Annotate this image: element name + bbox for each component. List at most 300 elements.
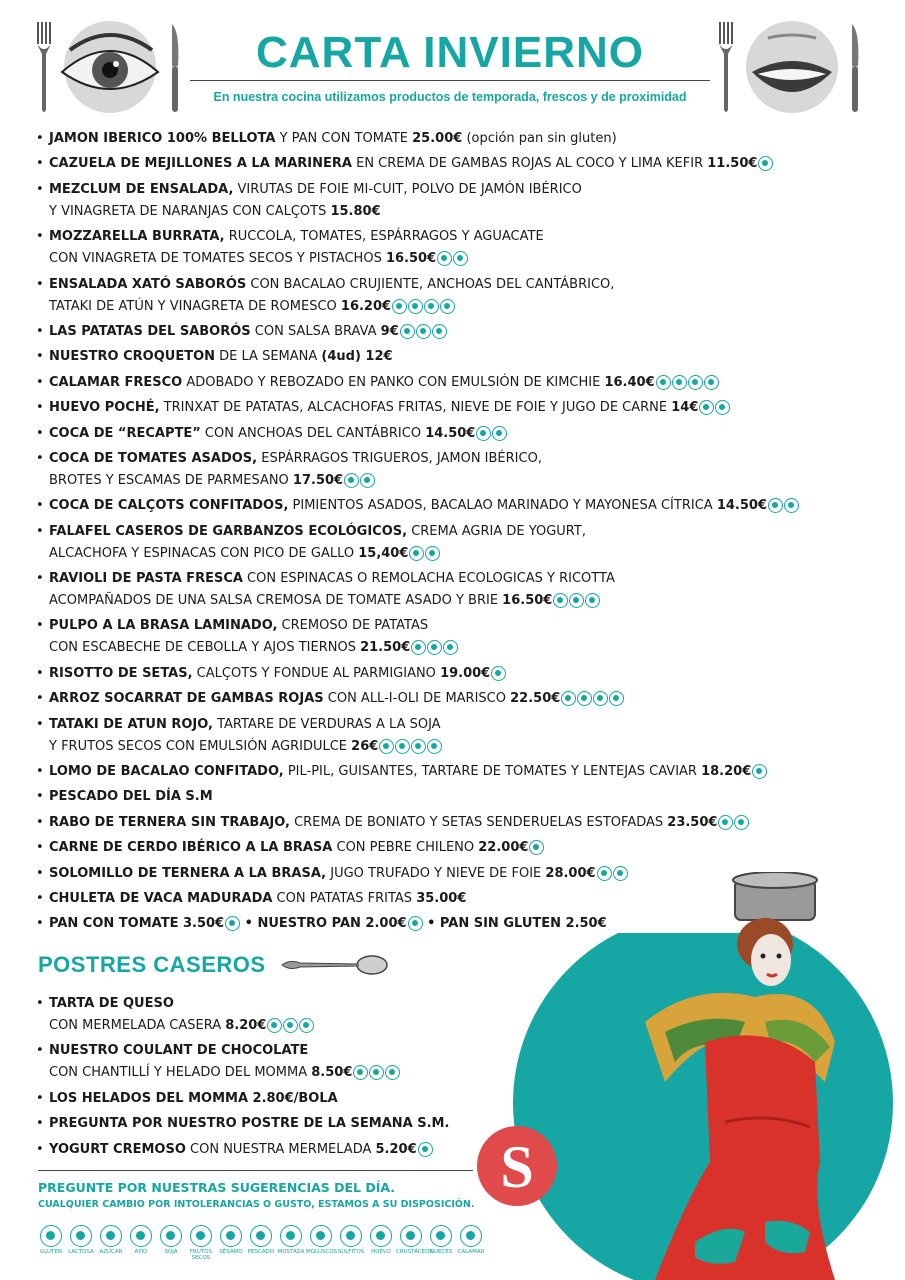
nueces-icon	[453, 251, 468, 266]
huevo-icon	[385, 1065, 400, 1080]
menu-item-description: CON ESPINACAS O REMOLACHA ECOLOGICAS Y RICOTTA	[242, 571, 615, 587]
gluten-icon	[40, 1225, 62, 1247]
bullet-marker: •	[36, 814, 44, 830]
menu-item-price: 14.50€	[716, 498, 767, 514]
nueces-icon	[395, 739, 410, 754]
lactosa-icon	[437, 251, 452, 266]
legend-item-apio	[126, 1225, 156, 1261]
menu-item-description: CON NUESTRA MERMELADA	[185, 1141, 376, 1157]
eye-illustration	[56, 20, 164, 115]
menu-item-price: 18.20€	[701, 764, 752, 780]
legend-item-lactosa	[66, 1225, 96, 1261]
sulfitos-icon	[688, 375, 703, 390]
fork-icon	[36, 22, 52, 114]
menu-item-description: ESPÁRRAGOS TRIGUEROS, JAMON IBÉRICO,	[257, 450, 542, 466]
menu-item-description: CON VINAGRETA DE TOMATES SECOS Y PISTACHOS	[49, 251, 386, 267]
page-title: CARTA INVIERNO	[256, 28, 644, 77]
menu-item-line	[36, 1015, 536, 1037]
pescado-icon	[411, 739, 426, 754]
moluscos-icon	[310, 1225, 332, 1247]
menu-item-line	[36, 274, 866, 296]
menu-item-description: CREMA DE BONIATO Y SETAS SENDERUELAS ESTOFADAS	[289, 814, 668, 830]
menu-item-line	[36, 761, 866, 783]
menu-item-line	[36, 397, 866, 419]
menu-item-price: 28.00€	[545, 865, 596, 881]
moluscos-icon	[672, 375, 687, 390]
menu-item-price: 25.00€	[412, 131, 463, 146]
bullet-marker: •	[36, 400, 44, 416]
menu-item-description: CON BACALAO CRUJIENTE, ANCHOAS DEL CANTÁBRICO,	[246, 276, 615, 292]
title-divider	[190, 80, 710, 81]
lactosa-icon	[432, 324, 447, 339]
menu-item-line	[36, 128, 866, 150]
menu-item-price: 15.80€	[330, 203, 381, 219]
legend-item-nueces	[426, 1225, 456, 1261]
legend-item-azucar	[96, 1225, 126, 1261]
legend-label: MOLUSCOS	[306, 1249, 338, 1255]
menu-item-name: YOGURT CREMOSO	[49, 1141, 186, 1157]
menu-item-description: CON ESCABECHE DE CEBOLLA Y AJOS TIERNOS	[49, 640, 361, 656]
legend-label: HUEVO	[371, 1249, 391, 1255]
legend-label: LACTOSA	[68, 1249, 94, 1255]
bullet-marker: •	[36, 691, 44, 707]
lactosa-icon	[360, 473, 375, 488]
menu-item-line	[36, 1139, 536, 1161]
legend-item-moluscos	[306, 1225, 336, 1261]
menu-item	[36, 1139, 536, 1161]
menu-item-description: CON SALSA BRAVA	[250, 323, 381, 339]
menu-item-price: 16.40€	[604, 374, 655, 390]
gluten-icon	[267, 1018, 282, 1033]
menu-item-line	[36, 179, 866, 201]
gluten-icon	[409, 546, 424, 561]
legend-label: SULFITOS	[337, 1249, 365, 1255]
huevo-icon	[299, 1018, 314, 1033]
huevo-icon	[704, 375, 719, 390]
menu-item-description: Y VINAGRETA DE NARANJAS CON CALÇOTS	[49, 203, 331, 219]
menu-item	[36, 1088, 536, 1110]
menu-item-name: NUESTRO COULANT DE CHOCOLATE	[49, 1043, 309, 1059]
moluscos-icon	[577, 691, 592, 706]
menu-item-line	[36, 201, 866, 223]
bullet-marker: •	[36, 571, 44, 587]
menu-item-name: TARTA DE QUESO	[49, 996, 174, 1011]
menu-item-line	[36, 521, 866, 543]
menu-item-name: COCA DE TOMATES ASADOS,	[49, 450, 258, 466]
legend-item-calamar	[456, 1225, 486, 1261]
menu-item-description: CON CHANTILLÍ Y HELADO DEL MOMMA	[49, 1065, 312, 1081]
menu-item	[36, 521, 866, 565]
menu-item-price: 9€	[380, 323, 399, 339]
menu-item-line	[36, 423, 866, 445]
gluten-icon	[476, 426, 491, 441]
legend-label: SOJA	[164, 1249, 178, 1255]
menu-item	[36, 346, 866, 368]
menu-item-price: 26€	[351, 738, 379, 754]
menu-item-name: FALAFEL CASEROS DE GARBANZOS ECOLÓGICOS,	[49, 523, 408, 539]
frutos-secos-icon	[190, 1225, 212, 1247]
huevo-icon	[440, 299, 455, 314]
menu-item-price: 14.50€	[425, 425, 476, 441]
bullet-marker: •	[36, 716, 44, 732]
menu-item-price: 16.50€	[385, 251, 437, 267]
pescado-icon	[424, 299, 439, 314]
menu-item-name: HUEVO POCHÉ,	[49, 400, 160, 416]
menu-item-price: 21.50€	[360, 640, 411, 656]
lactosa-icon	[569, 593, 584, 608]
menu-item-price: 22.50€	[510, 691, 561, 707]
pescado-icon	[752, 764, 767, 779]
menu-item	[36, 397, 866, 419]
menu-item-description: ADOBADO Y REBOZADO EN PANKO CON EMULSIÓN DE KIMCHIE	[182, 374, 605, 390]
menu-item-name: CARNE DE CERDO IBÉRICO A LA BRASA	[49, 840, 333, 856]
menu-item-description: PIL-PIL, GUISANTES, TARTARE DE TOMATES Y LENTEJAS CAVIAR	[283, 764, 702, 780]
legend-item-frutos-secos	[186, 1225, 216, 1261]
nueces-icon	[411, 640, 426, 655]
bullet-marker: •	[36, 865, 44, 881]
gluten-icon	[656, 375, 671, 390]
menu-item-name: PESCADO DEL DÍA S.M	[49, 789, 213, 805]
calamar-icon	[460, 1225, 482, 1247]
menu-item	[36, 688, 866, 710]
moluscos-icon	[758, 156, 773, 171]
menu-item-line	[36, 786, 866, 808]
bullet-marker: •	[36, 665, 44, 681]
nueces-icon	[408, 299, 423, 314]
bullet-marker: •	[36, 425, 44, 441]
legend-label: GLUTEN	[39, 1249, 63, 1255]
menu-item-name: JAMON IBERICO 100% BELLOTA	[49, 131, 276, 146]
crustaceos-icon	[400, 1225, 422, 1247]
menu-item-name: LOMO DE BACALAO CONFITADO,	[49, 764, 284, 780]
header	[0, 0, 905, 120]
menu-item-description: VIRUTAS DE FOIE MI-CUIT, POLVO DE JAMÓN IBÉRICO	[233, 181, 582, 197]
legend-item-sulfitos	[336, 1225, 366, 1261]
menu-item-description: ACOMPAÑADOS DE UNA SALSA CREMOSA DE TOMATE ASADO Y BRIE	[49, 593, 503, 609]
legend-item-gluten	[36, 1225, 66, 1261]
menu-item-name: COCA DE CALÇOTS CONFITADOS,	[49, 498, 289, 514]
pescado-icon	[768, 498, 783, 513]
soja-icon	[160, 1225, 182, 1247]
sulfitos-icon	[340, 1225, 362, 1247]
footer-divider	[38, 1170, 473, 1171]
menu-item-description: BROTES Y ESCAMAS DE PARMESANO	[49, 472, 293, 488]
bullet-marker: •	[36, 618, 44, 634]
legend-label: CRUSTÁCEOS	[396, 1249, 433, 1255]
menu-item	[36, 837, 866, 859]
huevo-icon	[585, 593, 600, 608]
sulfitos-icon	[379, 739, 394, 754]
knife-icon	[848, 22, 862, 114]
menu-item-name: RISOTTO DE SETAS,	[49, 665, 193, 681]
menu-item-price: 8.50€	[311, 1065, 353, 1081]
menu-item-line	[36, 615, 866, 637]
menu-item-line	[36, 470, 866, 492]
bullet-marker: •	[36, 1090, 44, 1106]
postres-title: POSTRES CASEROS	[38, 952, 266, 977]
menu-item-name: ENSALADA XATÓ SABORÓS	[49, 276, 247, 292]
spoon-icon	[280, 954, 388, 976]
menu-item-line	[36, 153, 866, 175]
lactosa-icon	[418, 1142, 433, 1157]
menu-item-name: CALAMAR FRESCO	[49, 374, 183, 390]
lactosa-icon	[369, 1065, 384, 1080]
bullet-marker: •	[36, 349, 44, 365]
bullet-marker: •	[36, 156, 44, 172]
azucar-icon	[100, 1225, 122, 1247]
menu-item-price: 5.20€	[375, 1141, 417, 1157]
pescado-icon	[492, 426, 507, 441]
menu-item-line	[36, 590, 866, 612]
menu-item-price: 35.00€	[416, 890, 467, 906]
menu-item	[36, 226, 866, 270]
menu-item-price: (4ud) 12€	[321, 349, 393, 365]
gluten-icon	[553, 593, 568, 608]
menu-item-line	[36, 346, 866, 368]
menu-item-line	[36, 296, 866, 318]
menu-item	[36, 153, 866, 175]
menu-item	[36, 786, 866, 808]
postres-list	[36, 993, 536, 1164]
menu-item-description: CON MERMELADA CASERA	[49, 1018, 226, 1033]
menu-item-description: TATAKI DE ATÚN Y VINAGRETA DE ROMESCO	[49, 298, 341, 314]
lactosa-icon	[491, 666, 506, 681]
legend-item-mostaza	[276, 1225, 306, 1261]
menu-item-name: PREGUNTA POR NUESTRO POSTRE DE LA SEMANA S.M.	[49, 1116, 450, 1132]
legend-label: AZÚCAR	[99, 1249, 123, 1255]
gluten-icon	[344, 473, 359, 488]
menu-item	[36, 372, 866, 394]
gluten-icon	[408, 916, 423, 931]
menu-item-name: COCA DE “RECAPTE”	[49, 425, 201, 441]
menu-item-price: 19.00€	[440, 665, 491, 681]
bullet-marker: •	[36, 131, 44, 146]
menu-item-description: TRINXAT DE PATATAS, ALCACHOFAS FRITAS, NIEVE DE FOIE Y JUGO DE CARNE	[159, 400, 672, 416]
menu-item-description: CREMOSO DE PATATAS	[277, 618, 429, 634]
menu-item	[36, 714, 866, 758]
legend-item-huevo	[366, 1225, 396, 1261]
footer-suggestions: PREGUNTE POR NUESTRAS SUGERENCIAS DEL DÍA.	[38, 1180, 396, 1195]
menu-item-name: PULPO A LA BRASA LAMINADO,	[49, 618, 278, 634]
menu-item-line	[36, 1088, 536, 1110]
huevo-icon	[699, 400, 714, 415]
legend-item-crustaceos	[396, 1225, 433, 1261]
menu-item-name: MOZZARELLA BURRATA,	[49, 229, 225, 245]
apio-icon	[130, 1225, 152, 1247]
menu-item	[36, 1113, 536, 1135]
menu-item-price: 16.20€	[340, 298, 392, 314]
menu-item	[36, 812, 866, 834]
menu-item-description: CON ALL-I-OLI DE MARISCO	[323, 691, 511, 707]
menu-item-line	[36, 637, 866, 659]
menu-item-name: ARROZ SOCARRAT DE GAMBAS ROJAS	[49, 691, 324, 707]
menu-item-line	[36, 448, 866, 470]
gluten-icon	[400, 324, 415, 339]
lactosa-icon	[70, 1225, 92, 1247]
bread-item: PAN SIN GLUTEN 2.50€	[439, 916, 607, 932]
legend-label: SÉSAMO	[219, 1249, 243, 1255]
menu-item-price: 15,40€	[358, 545, 409, 561]
menu-item-price: 23.50€	[667, 814, 718, 830]
menu-item-description: ALCACHOFA Y ESPINACAS CON PICO DE GALLO	[49, 545, 359, 561]
bullet-marker: •	[36, 374, 44, 390]
menu-item-line	[36, 226, 866, 248]
pescado-icon	[250, 1225, 272, 1247]
menu-item-description: CON PATATAS FRITAS	[272, 890, 417, 906]
bullet-marker: •	[36, 789, 44, 805]
lactosa-icon	[283, 1018, 298, 1033]
bullet-marker: •	[36, 498, 44, 514]
gluten-icon	[225, 916, 240, 931]
bullet-marker: •	[36, 1141, 44, 1157]
menu-item-name: RABO DE TERNERA SIN TRABAJO,	[49, 814, 290, 830]
menu-item-line	[36, 663, 866, 685]
menu-item-name: RAVIOLI DE PASTA FRESCA	[49, 571, 243, 587]
crustaceos-icon	[593, 691, 608, 706]
menu-item-price: 22.00€	[478, 840, 529, 856]
menu-item-line	[36, 993, 536, 1015]
menu-item-line	[36, 714, 866, 736]
bullet-marker: •	[36, 1116, 44, 1132]
huevo-icon	[370, 1225, 392, 1247]
menu-item-name: TATAKI DE ATUN ROJO,	[49, 716, 213, 732]
mouth-illustration	[740, 20, 844, 115]
menu-item	[36, 495, 866, 517]
menu-item	[36, 128, 866, 150]
menu-item	[36, 1040, 536, 1084]
bullet-marker: •	[36, 890, 44, 906]
lactosa-icon	[425, 546, 440, 561]
menu-item-description: TARTARE DE VERDURAS A LA SOJA	[212, 716, 441, 732]
menu-item-line	[36, 543, 866, 565]
bullet-marker: •	[36, 1043, 44, 1059]
menu-item-line	[36, 812, 866, 834]
bullet-marker: •	[36, 450, 44, 466]
legend-label: PESCADO	[247, 1249, 275, 1255]
lactosa-icon	[427, 640, 442, 655]
menu-item-name: CHULETA DE VACA MADURADA	[49, 890, 273, 906]
menu-item-line	[36, 1113, 536, 1135]
legend-item-pescado	[246, 1225, 276, 1261]
menu-item-name: NUESTRO CROQUETON	[49, 349, 216, 365]
menu-item-price: 16.50€	[502, 593, 553, 609]
bullet-marker: •	[36, 916, 44, 932]
bread-item: NUESTRO PAN 2.00€	[257, 916, 407, 932]
menu-item-price: 11.50€	[707, 156, 758, 172]
gluten-icon	[715, 400, 730, 415]
menu-item-description: EN CREMA DE GAMBAS ROJAS AL COCO Y LIMA KEFIR	[351, 156, 708, 172]
menu-item-description: CON PEBRE CHILENO	[332, 840, 479, 856]
legend-item-soja	[156, 1225, 186, 1261]
huevo-icon	[609, 691, 624, 706]
bullet-marker: •	[36, 276, 44, 292]
menu-item-line	[36, 372, 866, 394]
menu-item-name: LOS HELADOS DEL MOMMA 2.80€/BOLA	[49, 1090, 338, 1106]
menu-item-name: MEZCLUM DE ENSALADA,	[49, 181, 234, 197]
menu-item	[36, 993, 536, 1037]
menu-item	[36, 568, 866, 612]
legend-label: FRUTOS SECOS	[189, 1249, 213, 1261]
menu-item-line	[36, 248, 866, 270]
menu-item	[36, 663, 866, 685]
svg-text:S: S	[500, 1134, 534, 1200]
bullet-marker: •	[36, 764, 44, 780]
gluten-icon	[529, 840, 544, 855]
footer-intolerances: CUALQUIER CAMBIO POR INTOLERANCIAS O GUSTO, ESTAMOS A SU DISPOSICIÓN.	[38, 1199, 475, 1210]
menu-item	[36, 448, 866, 492]
page-subtitle: En nuestra cocina utilizamos productos de temporada, frescos y de proximidad	[213, 90, 687, 104]
menu-item-price: 14€	[671, 400, 699, 416]
sulfitos-icon	[718, 815, 733, 830]
bullet-marker: •	[422, 916, 440, 932]
menu-item-description: Y FRUTOS SECOS CON EMULSIÓN AGRIDULCE	[49, 738, 352, 754]
menu-item	[36, 423, 866, 445]
menu-item-line	[36, 837, 866, 859]
gluten-icon	[353, 1065, 368, 1080]
nueces-icon	[416, 324, 431, 339]
bullet-marker: •	[36, 523, 44, 539]
huevo-icon	[443, 640, 458, 655]
menu-item-line	[36, 1062, 536, 1084]
menu-item-line	[36, 495, 866, 517]
menu-item-price: 8.20€	[225, 1018, 267, 1033]
menu-item-description: RUCCOLA, TOMATES, ESPÁRRAGOS Y AGUACATE	[224, 229, 544, 245]
gluten-icon	[784, 498, 799, 513]
menu-item-description: DE LA SEMANA	[215, 349, 322, 365]
menu-item-name: SOLOMILLO DE TERNERA A LA BRASA,	[49, 865, 327, 881]
bullet-marker: •	[36, 229, 44, 245]
nueces-icon	[430, 1225, 452, 1247]
menu-item-description: PIMIENTOS ASADOS, BACALAO MARINADO Y MAYONESA CÍTRICA	[288, 498, 717, 514]
menu-item-line	[36, 1040, 536, 1062]
woman-in-red-illustration	[575, 872, 835, 1280]
menu-item	[36, 274, 866, 318]
menu-item	[36, 761, 866, 783]
menu-item-line	[36, 321, 866, 343]
legend-label: NUECES	[429, 1249, 453, 1255]
fork-icon	[718, 22, 734, 114]
bullet-marker: •	[36, 996, 44, 1011]
pescado-icon	[561, 691, 576, 706]
bullet-marker: •	[36, 323, 44, 339]
legend-label: APIO	[134, 1249, 148, 1255]
menu-item-line	[36, 736, 866, 758]
gluten-icon	[392, 299, 407, 314]
menu-item-name: CAZUELA DE MEJILLONES A LA MARINERA	[49, 156, 352, 172]
bullet-marker: •	[36, 181, 44, 197]
legend-label: CALAMAR	[457, 1249, 485, 1255]
menu-item-description: CON ANCHOAS DEL CANTÁBRICO	[200, 425, 426, 441]
menu-item-description: CALÇOTS Y FONDUE AL PARMIGIANO	[192, 665, 441, 681]
huevo-icon	[427, 739, 442, 754]
menu-item	[36, 615, 866, 659]
menu-item-price: 17.50€	[292, 472, 344, 488]
menu-list	[36, 128, 866, 939]
menu-item	[36, 179, 866, 223]
menu-item-description: Y PAN CON TOMATE	[275, 131, 413, 146]
allergen-legend	[36, 1225, 486, 1261]
mostaza-icon	[280, 1225, 302, 1247]
sesamo-icon	[220, 1225, 242, 1247]
bread-item: PAN CON TOMATE 3.50€	[49, 916, 225, 932]
lactosa-icon	[734, 815, 749, 830]
legend-item-sesamo	[216, 1225, 246, 1261]
menu-item-description: CREMA AGRIA DE YOGURT,	[407, 523, 586, 539]
menu-item-line	[36, 568, 866, 590]
legend-label: MOSTAZA	[277, 1249, 305, 1255]
menu-item	[36, 321, 866, 343]
bullet-marker: •	[36, 840, 44, 856]
